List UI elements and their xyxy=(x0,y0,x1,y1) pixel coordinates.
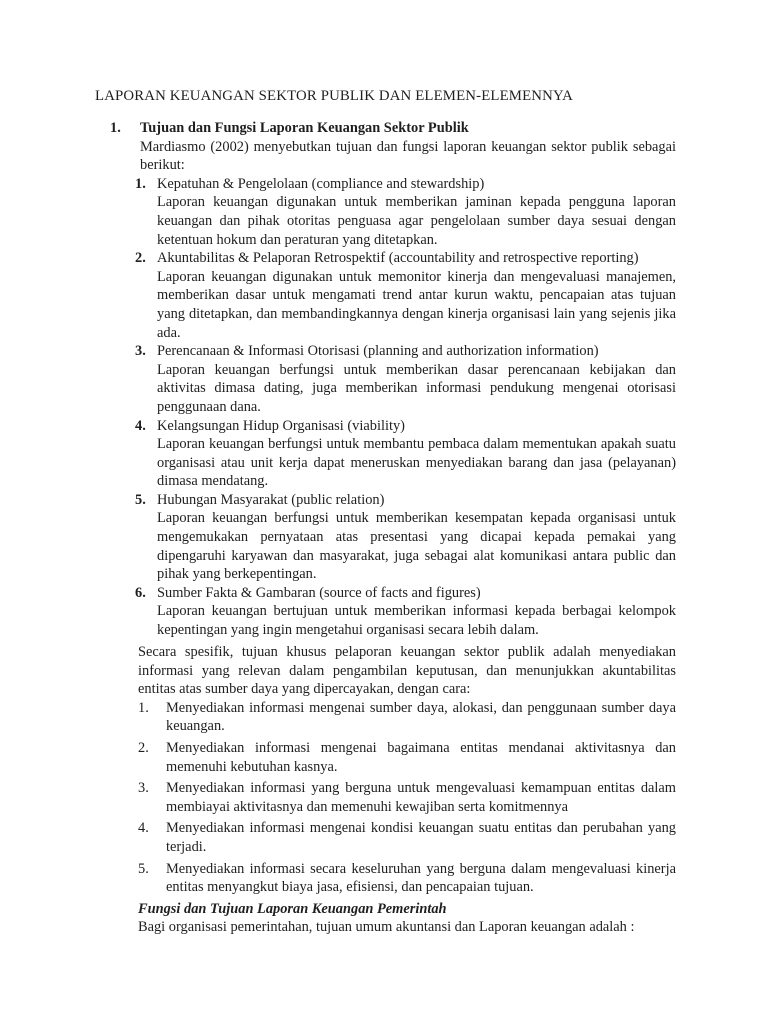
objective-item xyxy=(138,779,676,816)
objective-text: Menyediakan informasi mengenai bagaimana entitas mendanai aktivitasnya dan memenuhi kebutuhan kasnya. xyxy=(166,739,676,775)
specific-paragraph: Secara spesifik, tujuan khusus pelaporan keuangan sektor publik adalah menyediakan informasi yang relevan dalam pengambilan keputusan, dan menunjukkan akuntabilitas entitas atas sumber daya yang dipercayakan, dengan cara: xyxy=(138,644,676,698)
function-number: 5. xyxy=(135,491,146,508)
function-description: Laporan keuangan bertujuan untuk memberikan informasi kepada berbagai kelompok kepentingan yang ingin mengetahui organisasi secara lebih dalam. xyxy=(157,603,676,639)
function-description: Laporan keuangan digunakan untuk memonitor kinerja dan mengevaluasi manajemen, memberikan dasar untuk mengamati trend antar kurun waktu, pencapaian atas tujuan yang ditetapkan, dan membandingkannya dengan kinerja organisasi lain yang sejenis jika ada. xyxy=(157,268,676,341)
section-1 xyxy=(110,119,676,640)
function-item xyxy=(135,175,676,249)
objective-item xyxy=(138,699,676,736)
function-number: 3. xyxy=(135,343,146,360)
function-item xyxy=(135,491,676,584)
objective-text: Menyediakan informasi yang berguna untuk mengevaluasi kemampuan entitas dalam membiayai aktivitasnya dan memenuhi kewajiban serta komitmennya xyxy=(166,780,676,815)
document-title: LAPORAN KEUANGAN SEKTOR PUBLIK DAN ELEMEN-ELEMENNYA xyxy=(95,88,573,104)
section-intro: Mardiasmo (2002) menyebutkan tujuan dan fungsi laporan keuangan sektor publik sebagai berikut: xyxy=(140,138,676,174)
function-number: 4. xyxy=(135,417,146,434)
objective-item xyxy=(138,739,676,776)
section-heading xyxy=(110,119,676,138)
function-item xyxy=(135,417,676,491)
specific-objectives-list xyxy=(138,699,676,897)
functions-list xyxy=(135,175,676,640)
function-title: Kelangsungan Hidup Organisasi (viability) xyxy=(157,417,405,434)
function-title: Hubungan Masyarakat (public relation) xyxy=(157,491,385,508)
specific-objectives-block xyxy=(138,643,676,937)
objective-item xyxy=(138,819,676,856)
section-number: 1. xyxy=(110,120,121,136)
function-title: Akuntabilitas & Pelaporan Retrospektif (accountability and retrospective reporting) xyxy=(157,250,639,267)
objective-number: 3. xyxy=(138,780,149,797)
function-item xyxy=(135,249,676,342)
objective-text: Menyediakan informasi mengenai sumber daya, alokasi, dan penggunaan sumber daya keuangan. xyxy=(166,699,676,735)
subheading: Fungsi dan Tujuan Laporan Keuangan Pemerintah xyxy=(138,900,447,917)
function-item xyxy=(135,342,676,416)
function-description: Laporan keuangan berfungsi untuk membantu pembaca dalam mementukan apakah suatu organisasi atau unit kerja dapat meneruskan menyediakan barang dan jasa (pelayanan) dimasa mendatang. xyxy=(157,436,676,490)
function-item xyxy=(135,584,676,640)
final-line: Bagi organisasi pemerintahan, tujuan umum akuntansi dan Laporan keuangan adalah : xyxy=(138,919,635,936)
function-description: Laporan keuangan berfungsi untuk memberikan dasar perencanaan kebijakan dan aktivitas dimasa dating, juga memberikan informasi pendukung mengenai otorisasi penggunaan dana. xyxy=(157,361,676,415)
function-description: Laporan keuangan berfungsi untuk memberikan kesempatan kepada organisasi untuk mengemukakan pernyataan atas presentasi yang dicapai kepada pemakai yang dipengaruhi karyawan dan masyarakat, juga sebagai alat komunikasi antara public dan pihak yang berkepentingan. xyxy=(157,510,676,583)
objective-number: 4. xyxy=(138,820,149,837)
function-description: Laporan keuangan digunakan untuk memberikan jaminan kepada pengguna laporan keuangan dan pihak otoritas penguasa agar pengelolaan sumber daya sesuai dengan ketentuan hokum dan peraturan yang ditetapkan. xyxy=(157,194,676,248)
function-number: 6. xyxy=(135,584,146,601)
objective-number: 2. xyxy=(138,739,149,756)
function-title: Sumber Fakta & Gambaran (source of facts and figures) xyxy=(157,584,481,601)
objective-text: Menyediakan informasi mengenai kondisi keuangan suatu entitas dan perubahan yang terjadi. xyxy=(166,820,676,855)
objective-item xyxy=(138,860,676,897)
function-title: Kepatuhan & Pengelolaan (compliance and stewardship) xyxy=(157,175,485,192)
objective-text: Menyediakan informasi secara keseluruhan yang berguna dalam mengevaluasi kinerja entitas menyangkut biaya jasa, efisiensi, dan pencapaian tujuan. xyxy=(166,860,676,896)
function-number: 2. xyxy=(135,250,146,267)
function-number: 1. xyxy=(135,175,146,192)
section-title: Tujuan dan Fungsi Laporan Keuangan Sektor Publik xyxy=(140,120,469,136)
objective-number: 5. xyxy=(138,860,149,877)
function-title: Perencanaan & Informasi Otorisasi (planning and authorization information) xyxy=(157,343,599,360)
objective-number: 1. xyxy=(138,699,149,716)
